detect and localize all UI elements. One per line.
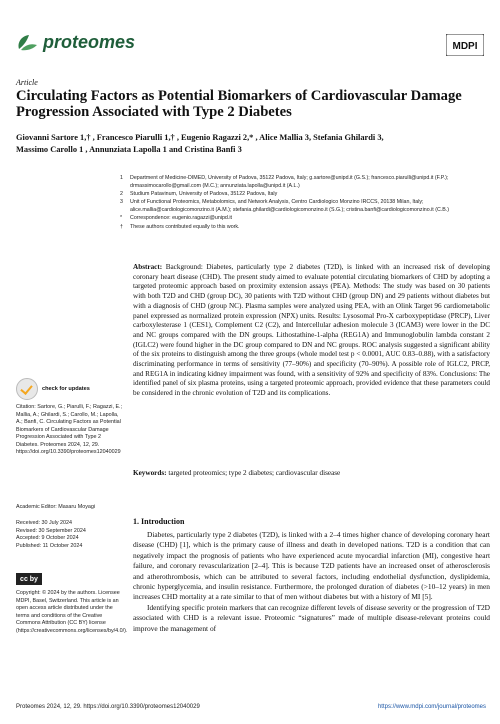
affiliation-item: 3 Unit of Functional Proteomics, Metabolomics, and Network Analysis, Centro Cardiologico Monzino IRCCS, 20138 Milan, Italy; alice.mallia@cardiologicomonzino.it (A.M.); stefania.ghilardi@cardiologicomonzino.it (S.G.); cristina.banfi@cardiologicomonzino.it (C.B.): [120, 199, 450, 214]
page-footer: [16, 704, 486, 710]
author-list: [16, 132, 486, 156]
check-updates-icon: [16, 378, 38, 400]
publication-dates: Received: 30 July 2024 Revised: 30 September 2024 Accepted: 9 October 2024 Published: 11 October 2024: [16, 520, 86, 549]
keywords-text: targeted proteomics; type 2 diabetes; cardiovascular disease: [168, 469, 341, 477]
article-title: Circulating Factors as Potential Biomarkers of Cardiovascular Damage Progression Associated with Type 2 Diabetes: [16, 88, 462, 120]
abstract-text: Background: Diabetes, particularly type 2 diabetes (T2D), is linked with an increased risk of developing coronary heart disease (CHD). The present study aimed to evaluate potential circulating biomarkers of CHD by adopting a targeted proteomic approach based on proximity extension assays (PEA). Methods: The study was based on 30 patients with both T2D and CHD (group DC), 30 patients with T2D without CHD (group DN) and 29 patients without diabetes but with a diagnosis of CHD (group NC). Plasma samples were analyzed using PEA, with an Olink Target 96 cardiometabolic panel expressed as normalized protein expression (NPX) units. Results: Lysosomal Pro-X carboxypeptidase (PRCP), Liver carboxylesterase 1 (CES1), Complement C2 (C2), and Intercellular adhesion molecule 3 (ICAM3) were lower in the DC and NC groups compared with the DN groups. Lithostathine-1-alpha (REG1A) and Immunoglobulin lambda constant 2 (IGLC2) were found higher in the DC group compared to DN and NC groups. ROC analysis suggested a significant ability of the six proteins to distinguish among the three groups (whole model test p < 0.0001, AUC 0.83–0.88), with a satisfactory discriminating performance in terms of sensitivity (77–90%) and specificity (70–90%). A possible role of IGLC2, PRCP, and REG1A in indicating kidney impairment was found, with a sensitivity of 92% and specificity of 83%. Conclusions: The identified panel of six plasma proteins, using a targeted proteomic approach, provided evidence that these parameters could be considered in the chronic evolution of T2D and its complications.: [133, 263, 491, 398]
abstract: [133, 263, 490, 399]
journal-website-link[interactable]: https://www.mdpi.com/journal/proteomes: [377, 704, 486, 710]
keywords-label: Keywords:: [133, 469, 167, 477]
cc-by-license-icon[interactable]: cc by: [16, 573, 42, 585]
copyright-notice: Copyright: © 2024 by the authors. Licensee MDPI, Basel, Switzerland. This article is an open access article distributed under the terms and conditions of the Creative Commons Attribution (CC BY) license (https://creativecommons.org/licenses/by/4.0/).: [16, 590, 128, 634]
journal-logo: [15, 32, 135, 53]
academic-editor: Academic Editor: Masaru Moyagi: [16, 504, 96, 510]
journal-name: proteomes: [43, 32, 136, 52]
author-line-2: Massimo Carollo 1 , Annunziata Lapolla 1 and Cristina Banfi 3: [16, 145, 242, 154]
paragraph: Diabetes, particularly type 2 diabetes (T2D), is linked with a 2–4 times higher chance of developing coronary heart disease (CHD) [1], which is the primary cause of illness and death in developed nations. T2D is a condition that can negatively impact the prognosis of patients who have experienced acute myocardial infarction (MI), congestive heart failure, and coronary revascularization [2–4]. This is because T2D patients have an increased onset of atherosclerosis and atherothrombosis, which can be attributed to several factors, including endothelial dysfunction, dyslipidemia, chronic hyperglycemia, and insulin resistance. Furthermore, the prolonged duration of diabetes (>10–12 years) in men increases CHD mortality at a rate similar to that of men without diabetes but with a history of MI [5].: [133, 530, 490, 602]
mdpi-logo-text: MDPI: [452, 41, 478, 52]
abstract-label: Abstract:: [133, 263, 163, 271]
paragraph: Identifying specific protein markers that can recognize different levels of disease severity or the progression of T2D associated with CHD is a relevant issue. Proteomic “signatures” made of multiple disease-relevant proteins could improve the management of: [133, 602, 490, 633]
proteomes-logo-icon: [15, 33, 39, 53]
footer-citation[interactable]: Proteomes 2024, 12, 29. https://doi.org/10.3390/proteomes12040029: [16, 704, 200, 710]
citation-block: Citation: Sartore, G.; Piarulli, F.; Ragazzi, E.; Mallia, A.; Ghilardi, S.; Carollo, M.; Lapolla, A.; Banfi, C. Circulating Factors as Potential Biomarkers of Cardiovascular Damage Progression Associated with Type 2 Diabetes. Proteomes 2024, 12, 29. https://doi.org/10.3390/proteomes12040029: [16, 404, 123, 455]
equal-contribution-note: † These authors contributed equally to this work.: [120, 223, 240, 230]
affiliations: [120, 174, 492, 231]
affiliation-item: 1 Department of Medicine-DIMED, University of Padova, 35122 Padova, Italy; g.sartore@unipd.it (G.S.); francesco.piarulli@unipd.it (F.P.); drmassimocarollo@gmail.com (M.C.); annunziata.lapolla@unipd.it (A.L.): [120, 175, 449, 190]
article-type: Article: [16, 78, 38, 87]
mdpi-logo-icon: [446, 34, 484, 56]
keywords: [133, 469, 490, 477]
introduction-body: [133, 530, 490, 634]
author-line-1: Giovanni Sartore 1,† , Francesco Piarulli 1,† , Eugenio Ragazzi 2,* , Alice Mallia 3, Stefania Ghilardi 3,: [16, 133, 384, 142]
section-heading: 1. Introduction: [133, 517, 185, 526]
affiliation-item: 2 Studium Patavinum, University of Padova, 35122 Padova, Italy: [120, 191, 278, 198]
correspondence: * Correspondence: eugenio.ragazzi@unipd.it: [120, 215, 232, 222]
check-for-updates-button[interactable]: check for updates: [16, 378, 90, 400]
